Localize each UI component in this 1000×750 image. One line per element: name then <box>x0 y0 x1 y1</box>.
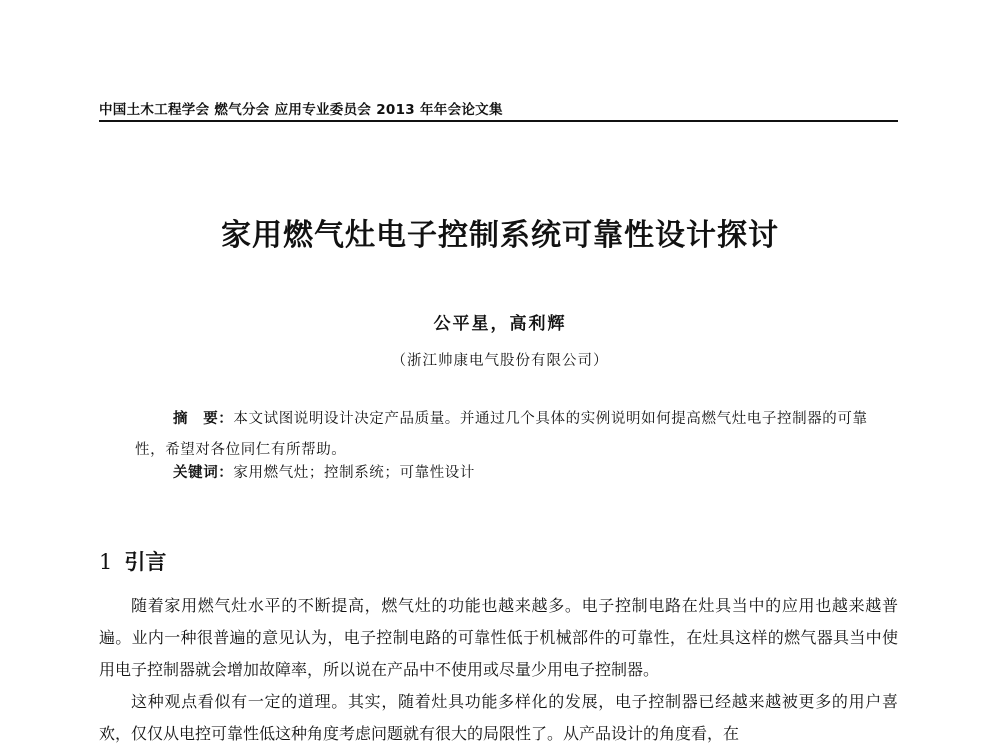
body-paragraph: 随着家用燃气灶水平的不断提高，燃气灶的功能也越来越多。电子控制电路在灶具当中的应用也越来越普遍。业内一种很普遍的意见认为，电子控制电路的可靠性低于机械部件的可靠性，在灶具这样的燃气器具当中使用电子控制器就会增加故障率，所以说在产品中不使用或尽量少用电子控制器。 <box>99 596 898 679</box>
keywords-text: 家用燃气灶；控制系统；可靠性设计 <box>233 465 476 481</box>
keywords <box>173 461 475 482</box>
abstract <box>135 404 875 466</box>
abstract-text: 本文试图说明设计决定产品质量。并通过几个具体的实例说明如何提高燃气灶电子控制器的可靠性，希望对各位同仁有所帮助。 <box>135 411 868 458</box>
section-heading <box>99 546 166 576</box>
header-rule <box>99 120 898 122</box>
paper-title: 家用燃气灶电子控制系统可靠性设计探讨 <box>221 218 779 253</box>
body-paragraph: 这种观点看似有一定的道理。其实，随着灶具功能多样化的发展，电子控制器已经越来越被更多的用户喜欢，仅仅从电控可靠性低这种角度考虑问题就有很大的局限性了。从产品设计的角度看，在 <box>99 692 898 743</box>
section-number: 1 <box>99 550 113 574</box>
section-title: 引言 <box>124 550 167 574</box>
running-head: 中国土木工程学会 燃气分会 应用专业委员会 2013 年年会论文集 <box>99 102 503 118</box>
abstract-label: 摘 要： <box>173 411 234 427</box>
authors: 公平星，高利辉 <box>433 314 567 334</box>
keywords-label: 关键词： <box>173 465 234 481</box>
affiliation: （浙江帅康电气股份有限公司） <box>391 353 609 369</box>
